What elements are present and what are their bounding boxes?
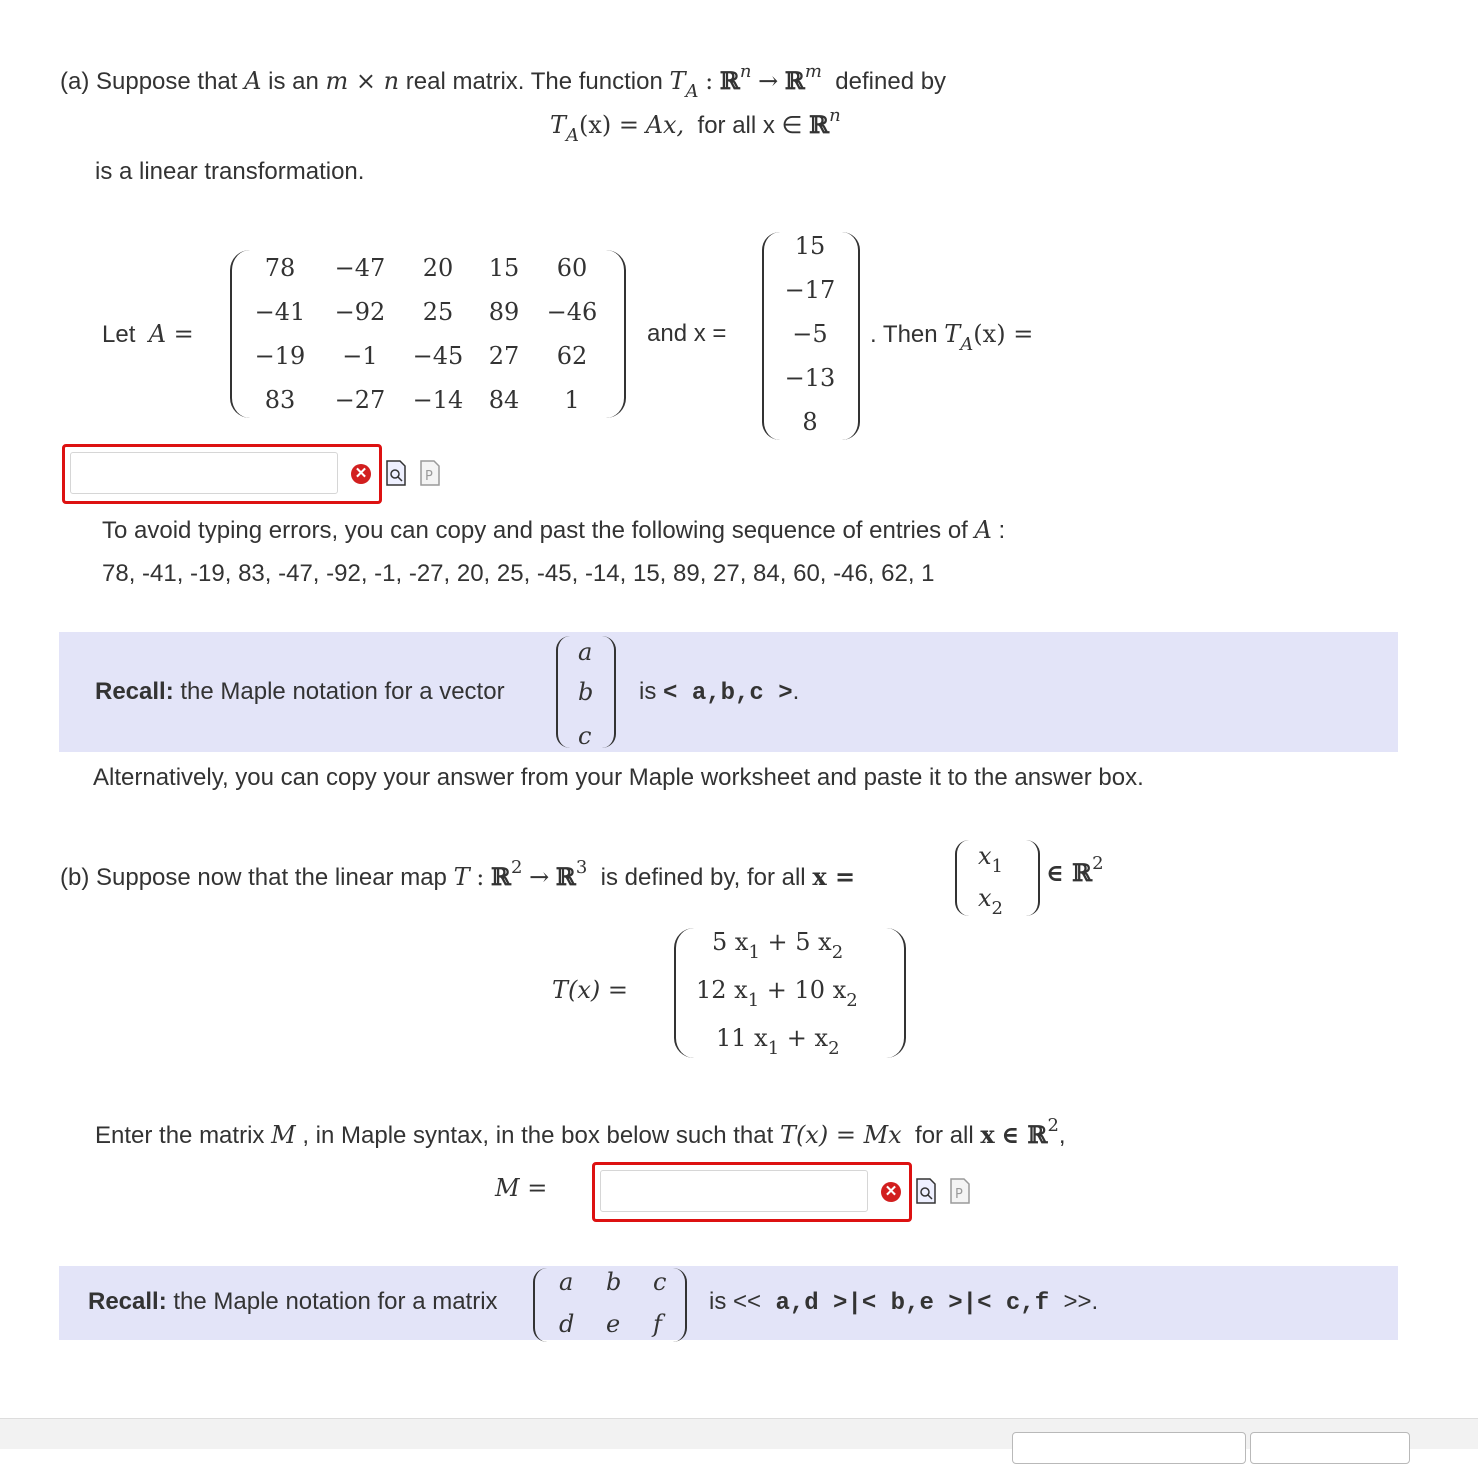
text: : <box>998 517 1006 544</box>
math-T: T <box>944 320 961 348</box>
matrix-A-cell: −1 <box>342 342 378 370</box>
math-in-R: ∈ ℝ <box>1046 858 1093 887</box>
text: Enter the matrix <box>95 1122 265 1149</box>
text: for all x ∈ <box>697 112 803 139</box>
math-arrow: → <box>529 863 550 891</box>
xvec-right-paren <box>1026 840 1040 916</box>
matrix-A-cell: 25 <box>422 298 454 326</box>
math-sub: A <box>566 125 580 146</box>
matrix-A-cell: 15 <box>488 254 520 282</box>
matrix-A-cell: −19 <box>254 342 306 370</box>
error-icon: ✕ <box>881 1182 901 1202</box>
enter-matrix-instruction <box>95 1115 1066 1150</box>
M-label: M = <box>495 1174 548 1202</box>
text: the Maple notation for a vector <box>180 678 505 705</box>
text: Let <box>102 321 136 348</box>
text: . <box>1091 1288 1099 1315</box>
part-a-definition <box>550 105 841 146</box>
svg-text:P: P <box>425 469 433 484</box>
answer-a-wrapper <box>62 444 382 504</box>
text: To avoid typing errors, you can copy and past the following sequence of entries of <box>102 517 968 544</box>
math-sup: n <box>739 61 752 82</box>
mat-entry: c <box>653 1268 667 1296</box>
math-A: A <box>244 67 262 95</box>
math-R: ℝ <box>809 110 830 139</box>
math-arrow: → <box>758 67 779 95</box>
Tx-term: + x <box>779 1024 829 1052</box>
part-a-intro <box>60 61 947 102</box>
text: (b) Suppose now that the linear map <box>60 864 447 891</box>
preview-icon[interactable] <box>386 460 406 486</box>
Tx-label: T(x) = <box>552 976 629 1004</box>
math-M: M <box>271 1121 296 1149</box>
text: , <box>1058 1122 1066 1149</box>
let-label <box>102 320 194 349</box>
mat-entry: b <box>606 1268 622 1296</box>
part-b-intro <box>60 857 856 892</box>
math-T: T <box>669 67 686 95</box>
matrix-A-cell: 84 <box>488 386 520 414</box>
text: is defined by, for all <box>600 864 806 891</box>
math-T: T <box>550 111 567 139</box>
matrix-A-cell: 78 <box>264 254 296 282</box>
recall-vector-box <box>59 632 1398 752</box>
matrix-A-cell: 1 <box>564 386 580 414</box>
math-in-R: ∈ ℝ <box>1001 1120 1048 1149</box>
vec-left-paren <box>556 636 570 748</box>
recall-matrix-box <box>59 1266 1398 1340</box>
math-arg: (x) = <box>973 320 1034 348</box>
vec-entry: c <box>578 722 592 750</box>
vector-x-entry: 8 <box>802 408 818 436</box>
Tx-term: 5 x <box>712 928 749 956</box>
math-sup: 2 <box>1047 1115 1059 1136</box>
math-eq: T(x) = Mx <box>779 1121 902 1149</box>
matrix-A-cell: −27 <box>334 386 386 414</box>
math-sup: 2 <box>510 857 523 878</box>
text: << <box>733 1288 762 1315</box>
footer-button[interactable] <box>1250 1432 1410 1464</box>
math-R: ℝ <box>719 66 740 95</box>
recall-matrix-text <box>88 1288 498 1316</box>
Tx-term: 1 <box>767 1038 780 1059</box>
Tx-right-paren <box>886 928 906 1058</box>
footer-button[interactable] <box>1012 1432 1246 1464</box>
text: is an <box>268 68 319 95</box>
math-sub: A <box>960 334 974 355</box>
in-R2 <box>1046 853 1104 888</box>
matrix-A-cell: −46 <box>546 298 598 326</box>
Tx-term: + 5 x <box>759 928 832 956</box>
math-x: x <box>978 884 992 912</box>
math-A-eq: A = <box>148 320 194 348</box>
vector-x-entry: −13 <box>784 364 836 392</box>
math-mxn: m × n <box>325 67 400 95</box>
vec-entry: a <box>578 638 593 666</box>
matrix-A-cell: −92 <box>334 298 386 326</box>
matrix-A-cell: −14 <box>412 386 464 414</box>
math-sub: 1 <box>991 856 1003 877</box>
Tx-term: + 10 x <box>759 976 847 1004</box>
recall-vector-text <box>95 678 505 706</box>
text: real matrix. The function <box>405 68 663 95</box>
Tx-term: 11 x <box>716 1024 768 1052</box>
Tx-term: 1 <box>748 942 760 963</box>
Tx-term: 2 <box>828 1038 840 1059</box>
answer-b-input[interactable] <box>600 1170 868 1212</box>
math-R: ℝ <box>784 66 805 95</box>
text: , in Maple syntax, in the box below such that <box>302 1122 774 1149</box>
answer-b-wrapper <box>592 1162 912 1222</box>
math-Ax: Ax, <box>645 111 685 139</box>
math-colon: : <box>476 863 485 891</box>
mat-entry: d <box>559 1310 575 1338</box>
text: >> <box>1063 1288 1092 1315</box>
recall-label: Recall: <box>95 678 174 705</box>
maple-code: a,d >|< b,e >|< c,f <box>761 1290 1064 1317</box>
mat-entry: a <box>559 1268 574 1296</box>
linear-transformation-text: is a linear transformation. <box>95 158 365 185</box>
answer-a-input[interactable] <box>70 452 338 494</box>
math-x: x <box>978 842 992 870</box>
math-sup: 3 <box>575 857 588 878</box>
mat-entry: f <box>653 1310 662 1338</box>
matrix-A-cell: 20 <box>422 254 454 282</box>
Tx-row <box>712 928 844 963</box>
maple-code: < a,b,c > <box>663 680 793 707</box>
math-sup: n <box>829 105 841 126</box>
matrix-A-cell: 62 <box>556 342 588 370</box>
copy-hint-entries: 78, -41, -19, 83, -47, -92, -1, -27, 20, 25, -45, -14, 15, 89, 27, 84, 60, -46, 62, 1 <box>102 560 935 587</box>
math-x-eq: x = <box>812 862 856 891</box>
text: . <box>792 678 800 705</box>
then-label <box>870 320 1034 355</box>
error-icon: ✕ <box>351 464 371 484</box>
mat-left-paren <box>533 1268 547 1342</box>
math-sub: 2 <box>991 898 1003 919</box>
vector-x-entry: −5 <box>792 320 828 348</box>
vector-x-entry: −17 <box>784 276 836 304</box>
math-arg: (x) = <box>579 111 640 139</box>
x2-entry <box>978 884 1003 919</box>
text: . Then <box>870 321 938 348</box>
matrix-A-cell: 89 <box>488 298 520 326</box>
matrix-A-cell: −47 <box>334 254 386 282</box>
vec-right-paren <box>602 636 616 748</box>
vector-x-entry: 15 <box>794 232 826 260</box>
mat-entry: e <box>606 1310 621 1338</box>
recall-vector-code <box>639 678 799 707</box>
svg-text:P: P <box>955 1187 963 1202</box>
Tx-term: 2 <box>831 942 844 963</box>
syntax-help-icon[interactable] <box>950 1178 970 1204</box>
text: the Maple notation for a matrix <box>173 1288 498 1315</box>
copy-hint-line1 <box>102 516 1005 545</box>
Tx-row <box>716 1024 840 1059</box>
matrix-A-cell: 83 <box>264 386 296 414</box>
math-colon: : <box>705 67 714 95</box>
matrix-A-cell: 27 <box>488 342 520 370</box>
math-x: x <box>980 1120 995 1149</box>
text: is <box>709 1288 727 1315</box>
syntax-help-icon[interactable] <box>420 460 440 486</box>
xvec-left-paren <box>955 840 969 916</box>
matrix-A-cell: −41 <box>254 298 306 326</box>
math-R: ℝ <box>555 862 576 891</box>
text: is <box>639 678 657 705</box>
and-x-label <box>647 320 726 348</box>
math-R: ℝ <box>491 862 511 891</box>
recall-label: Recall: <box>88 1288 167 1315</box>
Tx-term: 2 <box>846 990 858 1011</box>
Tx-left-paren <box>674 928 694 1058</box>
Tx-row <box>696 976 858 1011</box>
Tx-term: 1 <box>747 990 760 1011</box>
text: (a) Suppose that <box>60 68 238 95</box>
vec-entry: b <box>578 678 594 706</box>
text: defined by <box>835 68 947 95</box>
Tx-term: 12 x <box>696 976 748 1004</box>
math-A: A <box>974 516 992 544</box>
matrix-A-cell: 60 <box>556 254 588 282</box>
text: and x = <box>647 320 727 347</box>
mat-right-paren <box>673 1268 687 1342</box>
text: for all <box>915 1122 974 1149</box>
math-T: T <box>453 863 470 891</box>
x1-entry <box>978 842 1003 877</box>
recall-matrix-code <box>709 1288 1098 1317</box>
math-sup: 2 <box>1092 853 1104 874</box>
math-sub: A <box>685 81 699 102</box>
alternatively-text: Alternatively, you can copy your answer from your Maple worksheet and paste it to the answer box. <box>93 764 1144 791</box>
math-sup: m <box>804 61 822 82</box>
matrix-A-cell: −45 <box>412 342 464 370</box>
preview-icon[interactable] <box>916 1178 936 1204</box>
